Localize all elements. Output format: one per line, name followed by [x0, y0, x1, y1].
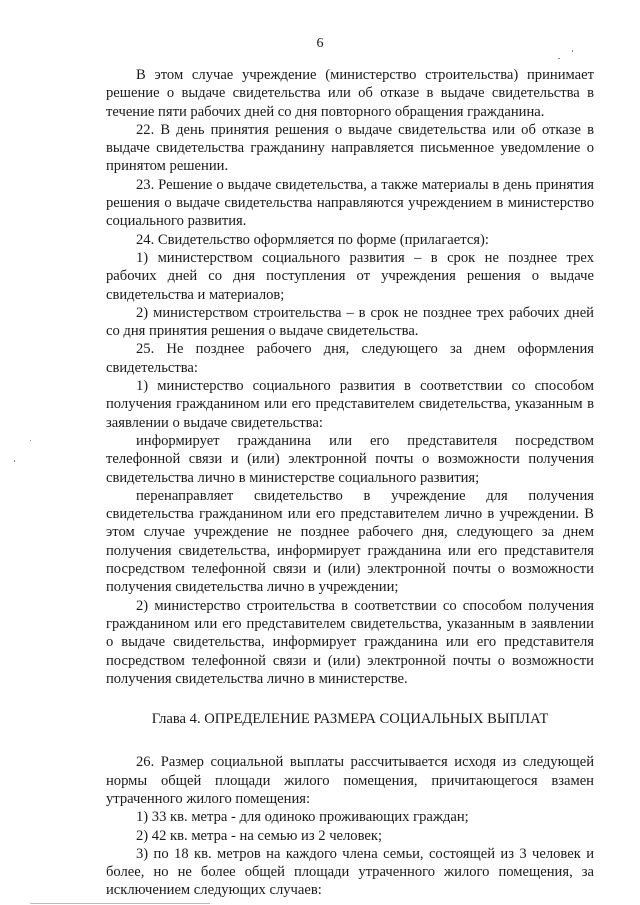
scan-speck [558, 58, 560, 59]
paragraph: 1) министерством социального развития – в срок не позднее трех рабочих дней со дня поступления от учреждения решения о выдаче свидетельства и материалов; [106, 249, 594, 303]
scan-speck [14, 460, 15, 462]
paragraph: 1) министерство социального развития в соответствии со способом получения гражданином или его представителем свидетельства, указанным в заявлении о выдаче свидетельства: [106, 378, 594, 431]
scan-speck [30, 903, 210, 904]
paragraph: перенаправляет свидетельство в учреждение для получения свидетельства гражданином или его представителем лично в учреждении. В этом случае учреждение не позднее рабочего дня, следующего за днем получения свидетельства, информирует гражданина или его представителя посредством телефонной связи и (или) электронной почты о возможности получения свидетельства лично в учреждении; [106, 487, 594, 596]
chapter-title: Глава 4. ОПРЕДЕЛЕНИЕ РАЗМЕРА СОЦИАЛЬНЫХ ВЫПЛАТ [151, 711, 549, 728]
paragraph: 26. Размер социальной выплаты рассчитывается исходя из следующей нормы общей площади жилого помещения, причитающегося взамен утраченного жилого помещения: [106, 754, 594, 807]
paragraph: 2) министерством строительства – в срок не позднее трех рабочих дней со дня принятия решения о выдаче свидетельства. [106, 304, 594, 340]
scan-speck [30, 440, 31, 441]
scan-speck [572, 50, 573, 52]
paragraph: 25. Не позднее рабочего дня, следующего за днем оформления свидетельства: [106, 341, 594, 376]
paragraph: 23. Решение о выдаче свидетельства, а также материалы в день принятия решения о выдаче свидетельства направляются учреждением в министерство социального развития. [106, 176, 594, 230]
paragraph: 2) министерство строительства в соответствии со способом получения гражданином или его представителем свидетельства, указанным в заявлении о выдаче свидетельства, информирует гражданина или его представителя посредством телефонной связи и (или) электронной почты о возможности получения свидетельства лично в министерстве. [106, 597, 594, 687]
paragraph: 1) 33 кв. метра - для одиноко проживающих граждан; [136, 809, 469, 826]
document-body [106, 66, 594, 900]
page-number: 6 [316, 36, 324, 51]
paragraph: информирует гражданина или его представителя посредством телефонной связи и (или) электронной почты о возможности получения свидетельства лично в министерстве социального развития; [106, 432, 594, 486]
paragraph: В этом случае учреждение (министерство строительства) принимает решение о выдаче свидетельства или об отказе в выдаче свидетельства в течение пяти рабочих дней со дня повторного обращения гражданина. [106, 67, 594, 120]
paragraph: 24. Свидетельство оформляется по форме (прилагается): [136, 231, 489, 248]
paragraph: 22. В день принятия решения о выдаче свидетельства или об отказе в выдаче свидетельства гражданину направляется письменное уведомление о принятом решении. [106, 121, 594, 175]
paragraph: 2) 42 кв. метра - на семью из 2 человек; [136, 827, 383, 844]
paragraph: 3) по 18 кв. метров на каждого члена семьи, состоящей из 3 человек и более, но не более общей площади утраченного жилого помещения, за исключением следующих случаев: [106, 845, 594, 899]
